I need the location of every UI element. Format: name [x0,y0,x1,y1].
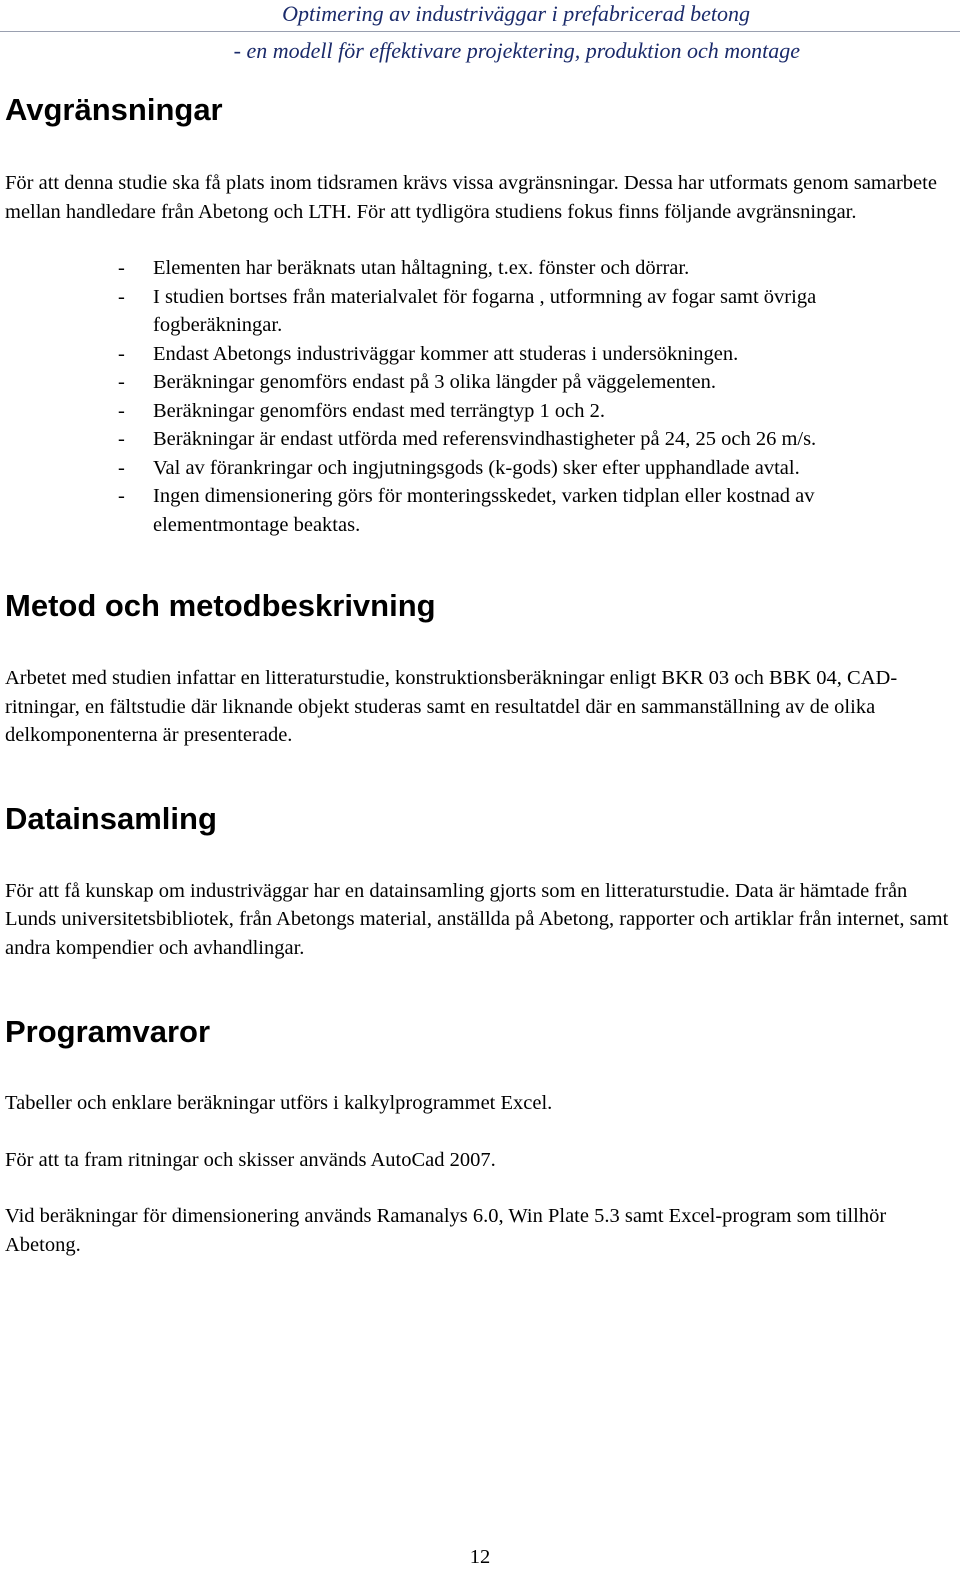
bullet-dash: - [118,342,125,365]
list-item [5,340,950,369]
page-number: 12 [469,1546,491,1568]
list-item [5,397,950,426]
list-item [5,425,950,454]
paragraph-programvaror-dimensionering: Vid beräkningar för dimensionering används Ramanalys 6.0, Win Plate 5.3 samt Excel-program som tillhör Abetong. [5,1205,887,1256]
bullet-dash: - [118,257,125,279]
list-item-text: Beräkningar genomförs endast med terrängtyp 1 och 2. [153,399,606,422]
paragraph-metod: Arbetet med studien infattar en litteraturstudie, konstruktionsberäkningar enligt BKR 03 och BBK 04, CAD-ritningar, en fältstudie där liknande objekt studeras samt en resultatdel där en sammanställning av de olika delkomponenterna är presenterade. [5,667,898,746]
bullet-dash: - [118,285,125,308]
list-item [5,254,950,283]
list-item [5,283,950,340]
page-header [0,0,960,70]
heading-metod: Metod och metodbeskrivning [5,588,436,623]
header-subtitle: - en modell för effektivare projektering, produktion och montage [233,38,800,63]
paragraph-avgransningar-intro: För att denna studie ska få plats inom tidsramen krävs vissa avgränsningar. Dessa har utformats genom samarbete mellan handledare från Abetong och LTH. För att tydligöra studiens fokus finns följande avgränsningar. [5,172,937,223]
list-item [5,368,950,397]
heading-avgransningar: Avgränsningar [5,92,223,127]
page-body [5,92,950,1259]
list-item-text: Val av förankringar och ingjutningsgods (k-gods) sker efter upphandlade avtal. [153,456,800,479]
bullet-dash: - [118,456,125,479]
bullet-dash: - [118,485,125,507]
bullet-dash: - [118,428,125,450]
paragraph-datainsamling: För att få kunskap om industriväggar har en datainsamling gjorts som en litteraturstudie. Data är hämtade från Lunds universitetsbibliotek, från Abetongs material, anställda på Abetong, rapporter och artiklar från internet, samt andra kompendier och avhandlingar. [5,879,949,959]
list-item-text: Beräkningar är endast utförda med referensvindhastigheter på 24, 25 och 26 m/s. [153,428,817,450]
paragraph-programvaror-autocad: För att ta fram ritningar och skisser används AutoCad 2007. [5,1148,496,1171]
bullet-dash: - [118,399,125,422]
heading-datainsamling: Datainsamling [5,800,217,836]
list-item-text: Endast Abetongs industriväggar kommer att studeras i undersökningen. [153,342,739,365]
paragraph-programvaror-excel: Tabeller och enklare beräkningar utförs i kalkylprogrammet Excel. [5,1092,553,1114]
list-item [5,454,950,483]
list-item-text: Beräkningar genomförs endast på 3 olika längder på väggelementen. [153,371,716,393]
limitations-list [5,254,950,539]
header-title: Optimering av industriväggar i prefabricerad betong [282,1,750,26]
list-item-text: I studien bortses från materialvalet för fogarna , utformning av fogar samt övriga fogberäkningar. [153,285,817,336]
header-divider [0,31,960,32]
heading-programvaror: Programvaror [5,1014,211,1049]
bullet-dash: - [118,371,125,393]
list-item-text: Ingen dimensionering görs för monteringsskedet, varken tidplan eller kostnad av elementmontage beaktas. [153,485,815,536]
list-item [5,482,950,539]
list-item-text: Elementen har beräknats utan håltagning, t.ex. fönster och dörrar. [153,257,690,279]
